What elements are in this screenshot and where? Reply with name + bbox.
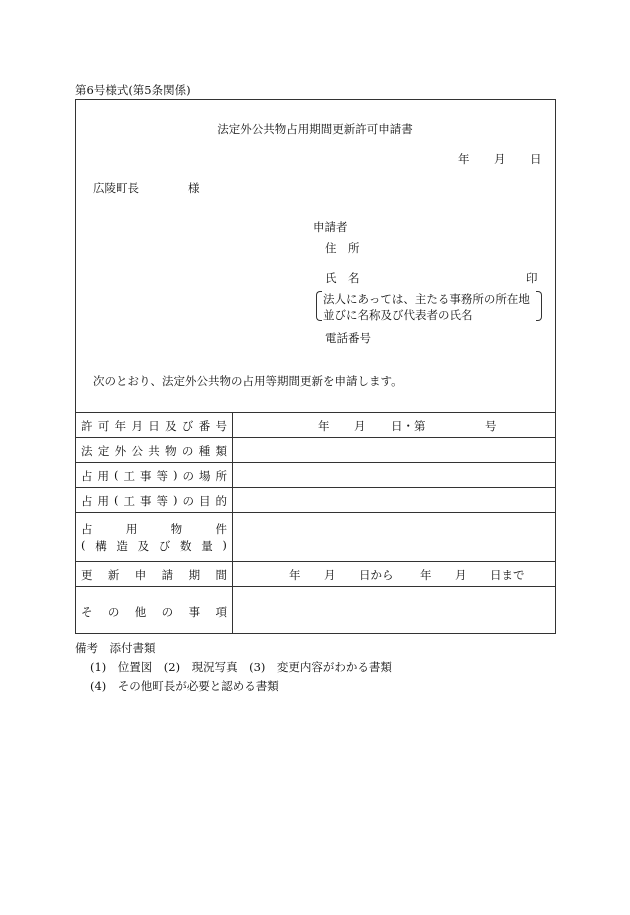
table-top-line: [75, 412, 556, 413]
applicant-phone-label: 電話番号: [325, 331, 371, 345]
row-divider: [75, 512, 556, 513]
remarks-heading: 備考 添付書類: [75, 641, 156, 655]
permit-day-number: 日・第: [391, 419, 426, 433]
remarks-line2: (4) その他町長が必要と認める書類: [90, 679, 279, 693]
label-permit-date-number: 許 可 年 月 日 及 び 番 号: [81, 419, 227, 433]
label-public-property-type: 法 定 外 公 共 物 の 種 類: [81, 444, 227, 458]
row-divider: [75, 437, 556, 438]
date-day: 日: [530, 152, 542, 166]
row-divider: [75, 487, 556, 488]
label-renewal-period: 更 新 申 請 期 間: [81, 568, 227, 582]
period-end-month: 月: [455, 568, 467, 582]
period-start-year: 年: [289, 568, 301, 582]
date-year: 年: [458, 152, 470, 166]
period-start-day: 日から: [359, 568, 394, 582]
form-title: 法定外公共物占用期間更新許可申請書: [217, 122, 413, 136]
permit-number-suffix: 号: [485, 419, 497, 433]
row-divider: [75, 561, 556, 562]
date-month: 月: [494, 152, 506, 166]
label-other-matters: そ の 他 の 事 項: [81, 605, 227, 619]
applicant-note-line1: 法人にあっては、主たる事務所の所在地: [323, 292, 530, 306]
note-bracket-right: [536, 291, 542, 321]
permit-month: 月: [354, 419, 366, 433]
seal-mark: 印: [526, 271, 538, 285]
label-occupied-object: 占 用 物 件: [81, 522, 227, 536]
remarks-line1: (1) 位置図 (2) 現況写真 (3) 変更内容がわかる書類: [90, 660, 392, 674]
label-occupancy-purpose: 占 用 ( 工 事 等 ) の 目 的: [81, 493, 227, 508]
column-divider: [232, 412, 233, 634]
form-number: 第6号様式(第5条関係): [75, 83, 191, 97]
label-structure-quantity: ( 構 造 及 び 数 量 ): [81, 538, 227, 553]
applicant-heading: 申請者: [313, 220, 348, 234]
row-divider: [75, 586, 556, 587]
request-text: 次のとおり、法定外公共物の占用等期間更新を申請します。: [93, 374, 403, 388]
applicant-note-line2: 並びに名称及び代表者の氏名: [323, 308, 473, 322]
period-end-day: 日まで: [490, 568, 525, 582]
addressee-honorific: 様: [188, 181, 200, 195]
applicant-address-label: 住 所: [325, 241, 360, 255]
note-bracket-left: [316, 291, 322, 321]
row-divider: [75, 462, 556, 463]
addressee-name: 広陵町長: [93, 181, 139, 195]
period-end-year: 年: [420, 568, 432, 582]
period-start-month: 月: [324, 568, 336, 582]
label-occupancy-location: 占 用 ( 工 事 等 ) の 場 所: [81, 468, 227, 483]
applicant-name-label: 氏 名: [325, 271, 360, 285]
permit-year: 年: [318, 419, 330, 433]
